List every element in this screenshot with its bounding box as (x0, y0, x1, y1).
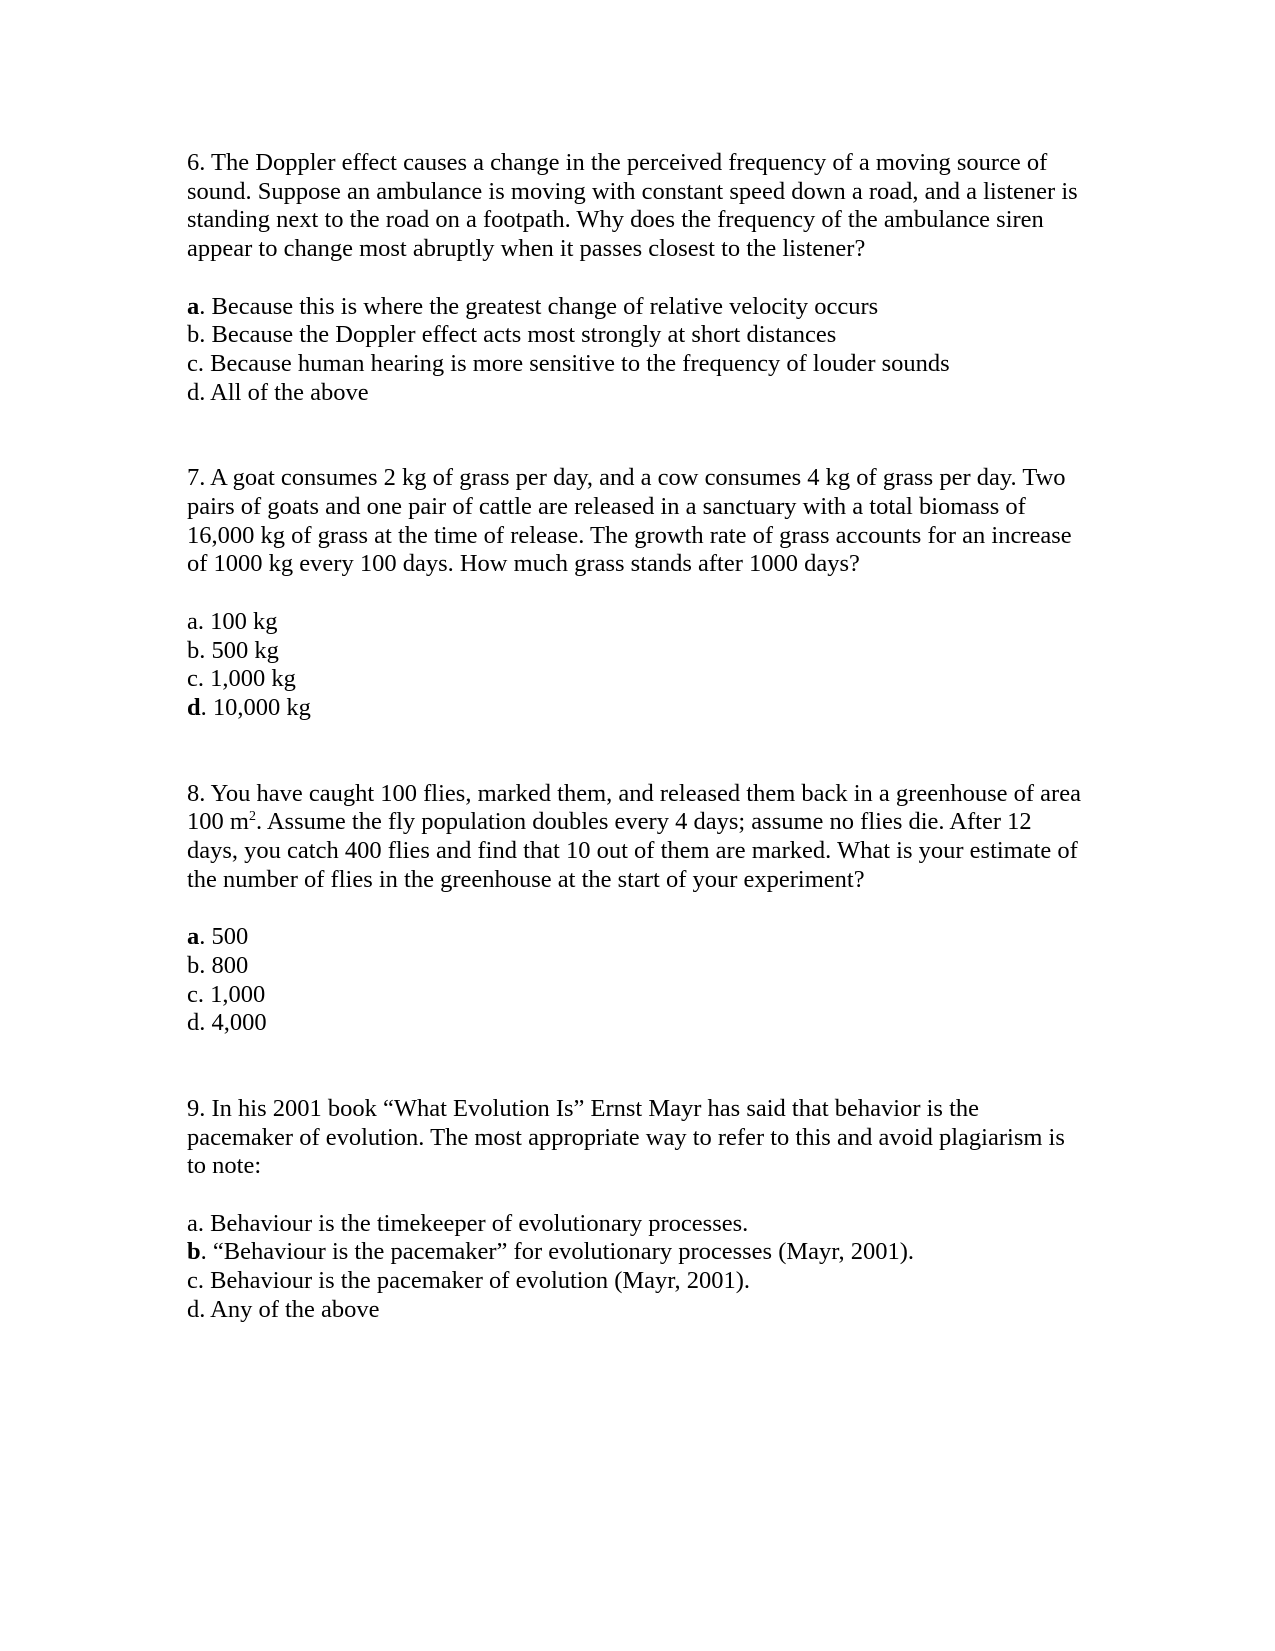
question-9-option-d (187, 1296, 1087, 1325)
question-6-option-a (187, 293, 1087, 322)
option-text: . Because this is where the greatest change of relative velocity occurs (199, 292, 879, 320)
option-letter: b (187, 1238, 201, 1266)
question-7-option-a (187, 608, 1087, 637)
question-7-option-c (187, 665, 1087, 694)
question-8-option-d (187, 1009, 1087, 1038)
option-text: . Because human hearing is more sensitive to the frequency of louder sounds (197, 349, 950, 377)
option-letter: c (187, 349, 198, 377)
question-9-option-a (187, 1210, 1087, 1239)
question-7-options (187, 608, 1087, 723)
option-letter: d (187, 1009, 200, 1037)
option-letter: d (187, 693, 201, 721)
question-9-option-c (187, 1267, 1087, 1296)
option-text: . 10,000 kg (200, 693, 311, 721)
question-6-stem: 6. The Doppler effect causes a change in the perceived frequency of a moving source of sound. Suppose an ambulance is moving with constant speed down a road, and a listener is standing next to the road on a footpath. Why does the frequency of the ambulance siren appear to change most abruptly when it passes closest to the listener? (187, 149, 1078, 263)
question-9-stem: 9. In his 2001 book “What Evolution Is” Ernst Mayr has said that behavior is the pacemaker of evolution. The most appropriate way to refer to this and avoid plagiarism is to note: (187, 1094, 1065, 1180)
question-7-stem: 7. A goat consumes 2 kg of grass per day, and a cow consumes 4 kg of grass per day. Two pairs of goats and one pair of cattle are released in a sanctuary with a total biomass of 16,000 kg of grass at the time of release. The growth rate of grass accounts for an increase of 1000 kg every 100 days. How much grass stands after 1000 days? (187, 464, 1072, 578)
question-7-option-d (187, 694, 1087, 723)
question-6-options (187, 293, 1087, 408)
option-letter: b (187, 951, 200, 979)
question-6-option-b (187, 321, 1087, 350)
option-letter: c (187, 665, 198, 693)
option-text: . “Behaviour is the pacemaker” for evolutionary processes (Mayr, 2001). (200, 1238, 914, 1266)
question-9 (187, 1095, 1087, 1325)
question-6-option-c (187, 350, 1087, 379)
question-8-stem-part-1: 8. You have caught 100 flies, marked them, and released them back in a greenhouse of area 100 m (187, 779, 1081, 836)
question-8 (187, 780, 1087, 1038)
option-text: . 1,000 (197, 980, 266, 1008)
option-letter: c (187, 980, 198, 1008)
question-8-option-b (187, 952, 1087, 981)
option-text: . 1,000 kg (197, 665, 296, 693)
option-text: . Behaviour is the pacemaker of evolution (Mayr, 2001). (197, 1267, 751, 1295)
option-text: . 100 kg (197, 607, 278, 635)
option-text: . 500 (199, 923, 249, 951)
option-text: . Any of the above (199, 1295, 380, 1323)
option-letter: a (187, 923, 200, 951)
question-8-options (187, 923, 1087, 1038)
option-letter: c (187, 1267, 198, 1295)
option-letter: d (187, 378, 200, 406)
question-6 (187, 149, 1087, 407)
superscript-exponent: 2 (248, 809, 256, 825)
question-7 (187, 464, 1087, 722)
question-6-option-d (187, 379, 1087, 408)
question-8-option-c (187, 981, 1087, 1010)
option-letter: a (187, 292, 200, 320)
option-letter: b (187, 321, 200, 349)
option-text: . 800 (199, 951, 249, 979)
question-8-stem (187, 780, 1087, 895)
option-letter: a (187, 607, 198, 635)
question-9-options (187, 1210, 1087, 1325)
question-7-option-b (187, 637, 1087, 666)
question-9-option-b (187, 1238, 1087, 1267)
question-8-option-a (187, 923, 1087, 952)
question-8-stem-part-2: . Assume the fly population doubles every 4 days; assume no flies die. After 12 days, you catch 400 flies and find that 10 out of them are marked. What is your estimate of the number of flies in the greenhouse at the start of your experiment? (187, 808, 1078, 893)
option-letter: d (187, 1295, 200, 1323)
option-text: . 500 kg (199, 636, 279, 664)
option-text: . All of the above (199, 378, 369, 406)
option-text: . 4,000 (199, 1009, 267, 1037)
option-text: . Because the Doppler effect acts most strongly at short distances (199, 321, 837, 349)
option-letter: b (187, 636, 200, 664)
option-letter: a (187, 1209, 198, 1237)
page-content (187, 149, 1087, 1325)
option-text: . Behaviour is the timekeeper of evolutionary processes. (197, 1209, 749, 1237)
